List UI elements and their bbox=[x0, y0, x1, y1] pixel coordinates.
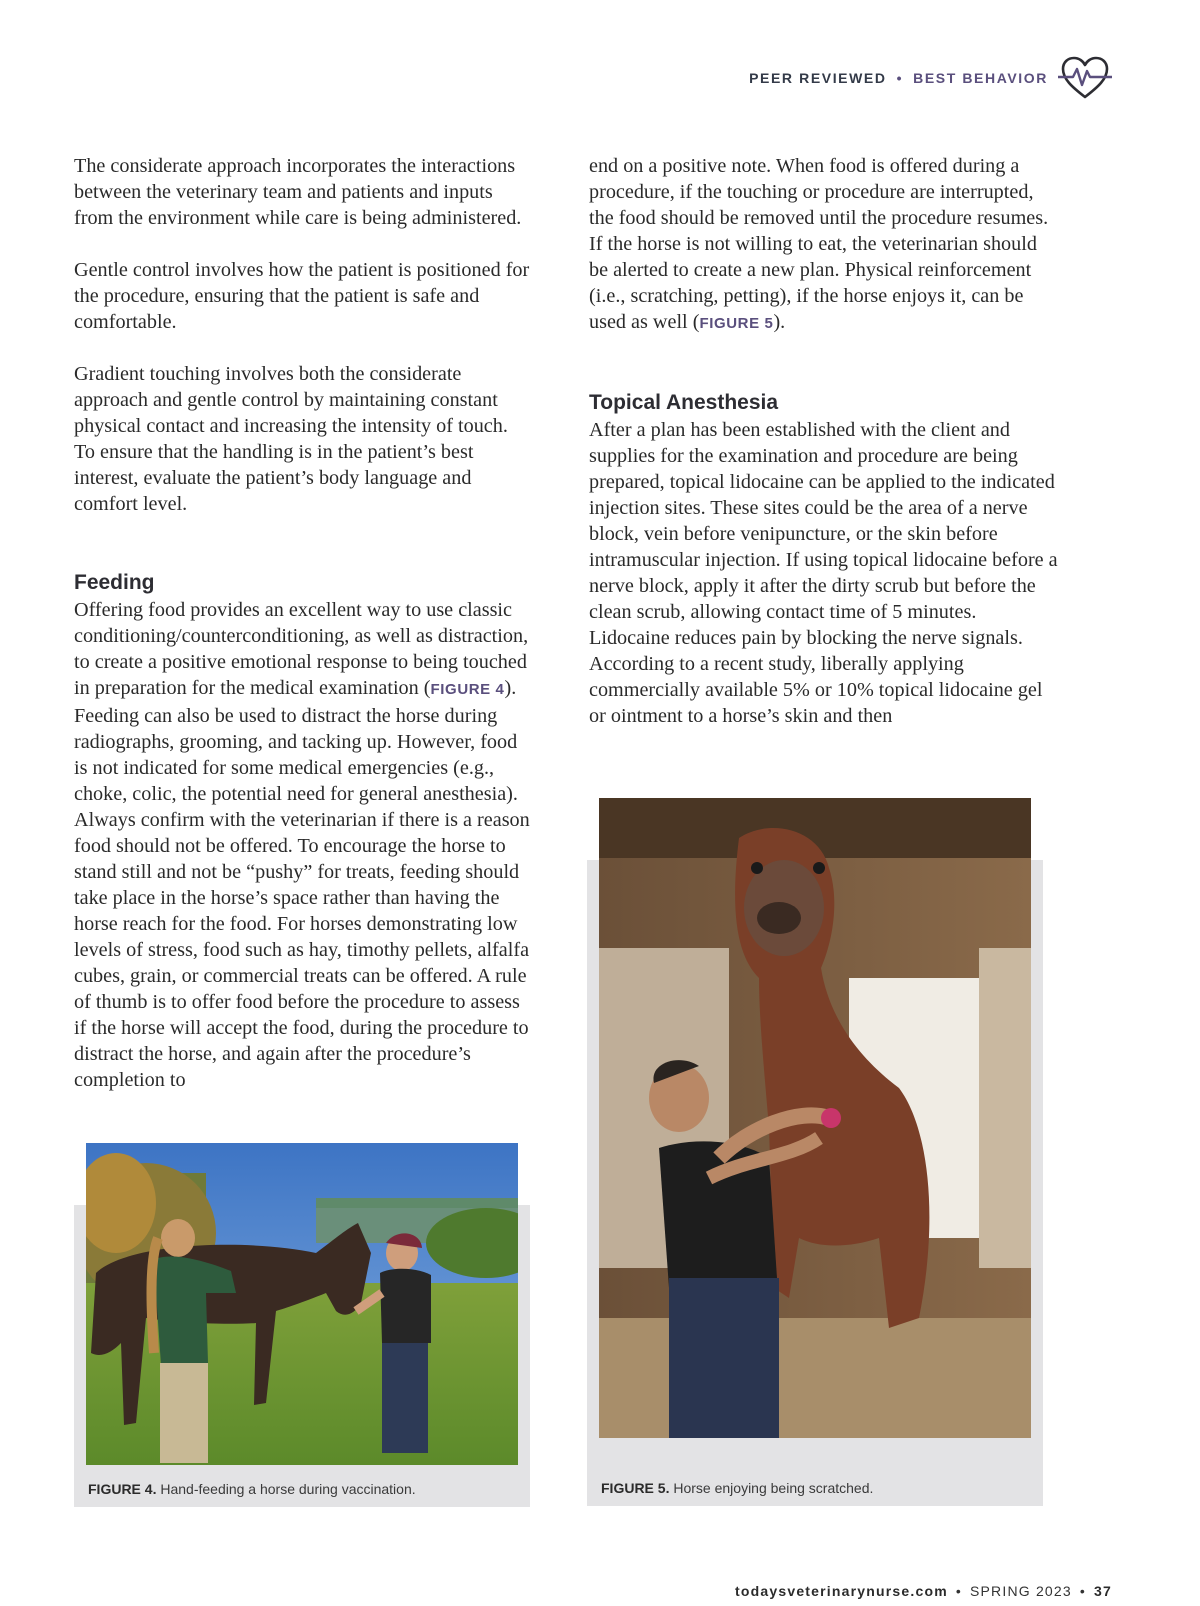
positive-note-text-end: ). bbox=[773, 311, 786, 333]
paragraph-positive-note bbox=[589, 153, 1059, 337]
left-column bbox=[74, 153, 530, 1119]
page-footer bbox=[735, 1583, 1112, 1599]
figure-4-caption-text: Hand-feeding a horse during vaccination. bbox=[160, 1481, 416, 1497]
figure-5-reference[interactable]: FIGURE 5 bbox=[699, 315, 774, 332]
running-header bbox=[749, 58, 1112, 98]
figure-5 bbox=[587, 860, 1043, 1506]
paragraph-topical-anesthesia: After a plan has been established with the client and supplies for the examination and procedure are being prepared, topical lidocaine can be applied to the indicated injection sites. These sites could be the area of a nerve block, vein before venipuncture, or the skin before intramuscular injection. If using topical lidocaine before a nerve block, apply it after the dirty scrub but before the clean scrub, allowing contact time of 5 minutes. Lidocaine reduces pain by blocking the nerve signals. According to a recent study, liberally applying commercially available 5% or 10% topical lidocaine gel or ointment to a horse’s skin and then bbox=[589, 419, 1058, 727]
section-label: PEER REVIEWED bbox=[749, 70, 887, 86]
figure-4 bbox=[74, 1205, 530, 1507]
paragraph-feeding bbox=[74, 597, 530, 1093]
right-column bbox=[589, 153, 1059, 755]
figure-4-label: FIGURE 4. bbox=[88, 1481, 157, 1497]
figure-4-photo bbox=[86, 1143, 518, 1465]
positive-note-text-start: end on a positive note. When food is offered during a procedure, if the touching or procedure are interrupted, the food should be removed until the procedure resumes. If the horse is not willing to eat, the veterinarian should be alerted to create a new plan. Physical reinforcement (i.e., scratching, petting), if the horse enjoys it, can be used as well ( bbox=[589, 155, 1049, 333]
column-label: BEST BEHAVIOR bbox=[913, 70, 1048, 86]
issue-label: SPRING 2023 bbox=[969, 1583, 1072, 1599]
paragraph-gradient-touching: Gradient touching involves both the considerate approach and gentle control by maintaining constant physical contact and increasing the intensity of touch. To ensure that the handling is in the patient’s best interest, evaluate the patient’s body language and comfort level. bbox=[74, 363, 508, 515]
feeding-text-start: Offering food provides an excellent way to use classic conditioning/counterconditioning, as well as distraction, to create a positive emotional response to being touched in preparation for the medical examination ( bbox=[74, 599, 529, 699]
footer-separator: • bbox=[955, 1583, 962, 1599]
figure-4-caption bbox=[88, 1481, 416, 1497]
figure-5-label: FIGURE 5. bbox=[601, 1480, 670, 1496]
figure-5-photo bbox=[599, 798, 1031, 1438]
heading-feeding: Feeding bbox=[74, 571, 155, 594]
heading-topical-anesthesia: Topical Anesthesia bbox=[589, 391, 779, 414]
header-separator: • bbox=[896, 70, 904, 86]
paragraph-gentle-control: Gentle control involves how the patient is positioned for the procedure, ensuring that the patient is safe and comfortable. bbox=[74, 259, 530, 333]
figure-4-reference[interactable]: FIGURE 4 bbox=[430, 681, 505, 698]
hand-feeding-horse-image bbox=[86, 1143, 518, 1465]
footer-separator: • bbox=[1079, 1583, 1087, 1599]
page-number: 37 bbox=[1094, 1583, 1112, 1599]
horse-being-scratched-image bbox=[599, 798, 1031, 1438]
paragraph-considerate-approach: The considerate approach incorporates the interactions between the veterinary team and patients and inputs from the environment while care is being administered. bbox=[74, 155, 522, 229]
figure-5-caption bbox=[601, 1480, 873, 1496]
heart-pulse-icon bbox=[1058, 55, 1112, 101]
feeding-text-end: ). Feeding can also be used to distract the horse during radiographs, grooming, and tacking up. However, food is not indicated for some medical emergencies (e.g., choke, colic, the potential need for general anesthesia). Always confirm with the veterinarian if there is a reason food should not be offered. To encourage the horse to stand still and not be “pushy” for treats, feeding should take place in the horse’s space rather than having the horse reach for the food. For horses demonstrating low levels of stress, food such as hay, timothy pellets, alfalfa cubes, grain, or commercial treats can be offered. A rule of thumb is to offer food before the procedure to assess if the horse will accept the food, during the procedure to distract the horse, and again after the procedure’s completion to bbox=[74, 677, 530, 1091]
website-link[interactable]: todaysveterinarynurse.com bbox=[735, 1583, 948, 1599]
figure-5-caption-text: Horse enjoying being scratched. bbox=[673, 1480, 874, 1496]
